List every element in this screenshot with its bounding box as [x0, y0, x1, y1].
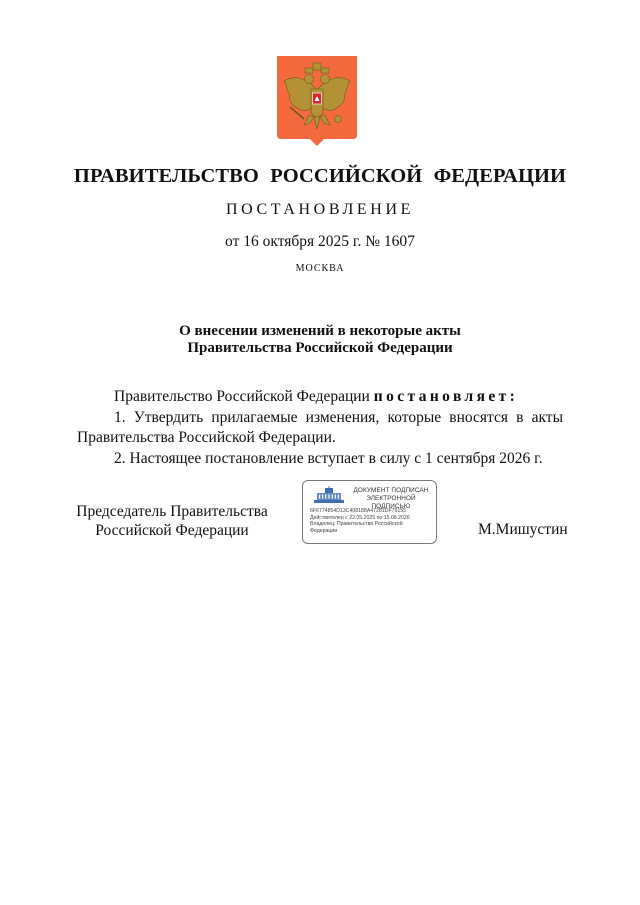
stamp-details	[310, 508, 436, 534]
electronic-signature-stamp	[302, 480, 437, 544]
document-type: ПОСТАНОВЛЕНИЕ	[226, 201, 414, 218]
signer-position	[72, 502, 272, 540]
stamp-certificate: 6F6774854D13C408188A47281DF79155	[310, 508, 407, 514]
stamp-validity: Действителен с 22.05.2025 по 15.08.2026	[310, 514, 410, 521]
item-2: 2. Настоящее постановление вступает в силу с 1 сентября 2026 г.	[114, 449, 543, 467]
signer-position-line-2: Российской Федерации	[95, 522, 249, 539]
item-1-line-1: 1. Утвердить прилагаемые изменения, которые вносятся в акты	[114, 408, 563, 426]
document-date-number: от 16 октября 2025 г. № 1607	[225, 233, 415, 250]
signer-name: М.Мишустин	[478, 521, 568, 538]
stamp-title-line-1: ДОКУМЕНТ ПОДПИСАН	[353, 487, 429, 494]
government-building-icon	[312, 486, 346, 504]
stamp-owner-line-1: Владелец: Правительство Российской	[310, 521, 403, 528]
subject-line-1: О внесении изменений в некоторые акты	[179, 323, 461, 339]
document-subject	[0, 323, 640, 357]
coat-of-arms-icon	[276, 55, 358, 147]
document-body	[77, 387, 563, 469]
preamble	[77, 387, 563, 408]
document-city: МОСКВА	[295, 263, 345, 274]
item-1-line-2: Правительства Российской Федерации.	[77, 429, 336, 446]
preamble-text: Правительство Российской Федерации	[114, 388, 374, 405]
signer-position-line-1: Председатель Правительства	[76, 503, 268, 520]
government-title: ПРАВИТЕЛЬСТВО РОССИЙСКОЙ ФЕДЕРАЦИИ	[73, 165, 567, 187]
preamble-action: постановляет:	[373, 388, 519, 405]
stamp-owner-line-2: Федерации	[310, 527, 338, 534]
stamp-title-line-2: ЭЛЕКТРОННОЙ ПОДПИСЬЮ	[366, 495, 416, 510]
subject-line-2: Правительства Российской Федерации	[187, 340, 453, 356]
